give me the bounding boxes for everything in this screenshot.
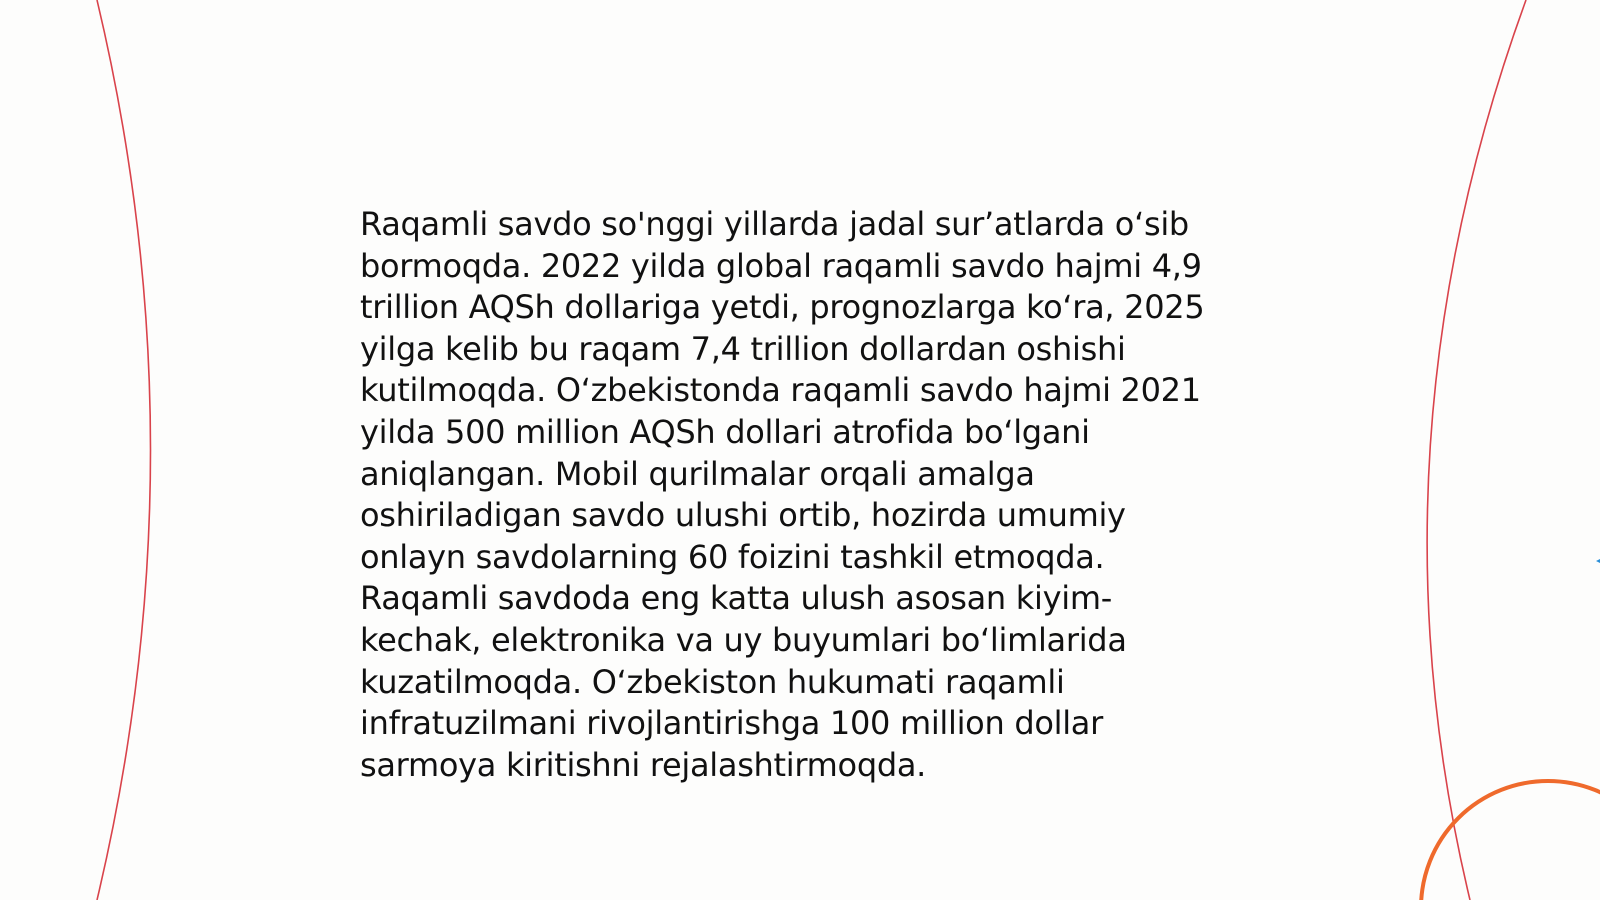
body-line: Raqamli savdo so'nggi yillarda jadal sur’atlarda oʻsib xyxy=(360,205,1189,243)
body-line: bormoqda. 2022 yilda global raqamli savdo hajmi 4,9 xyxy=(360,246,1202,285)
body-line: yilga kelib bu raqam 7,4 trillion dollardan oshishi xyxy=(360,329,1126,368)
body-paragraph xyxy=(360,204,1240,786)
body-line: kuzatilmoqda. Oʻzbekiston hukumati raqamli xyxy=(360,662,1065,701)
orange-circle-accent xyxy=(1421,781,1600,900)
body-line: kechak, elektronika va uy buyumlari boʻlimlarida xyxy=(360,620,1127,659)
body-line: trillion AQSh dollariga yetdi, prognozlarga koʻra, 2025 xyxy=(360,288,1205,327)
body-line: kutilmoqda. Oʻzbekistonda raqamli savdo hajmi 2021 xyxy=(360,371,1201,410)
body-line: infratuzilmani rivojlantirishga 100 million dollar xyxy=(360,704,1103,743)
body-line: yilda 500 million AQSh dollari atrofida boʻlgani xyxy=(360,412,1090,451)
blue-edge-mark xyxy=(1596,559,1600,563)
right-arc-line xyxy=(1427,0,1526,900)
body-line: sarmoya kiritishni rejalashtirmoqda. xyxy=(360,745,927,784)
body-line: aniqlangan. Mobil qurilmalar orqali amalga xyxy=(360,454,1035,493)
body-line: oshiriladigan savdo ulushi ortib, hozirda umumiy xyxy=(360,496,1126,535)
body-line: Raqamli savdoda eng katta ulush asosan kiyim- xyxy=(360,579,1112,618)
left-arc-line xyxy=(97,0,151,900)
body-line: onlayn savdolarning 60 foizini tashkil etmoqda. xyxy=(360,537,1105,576)
